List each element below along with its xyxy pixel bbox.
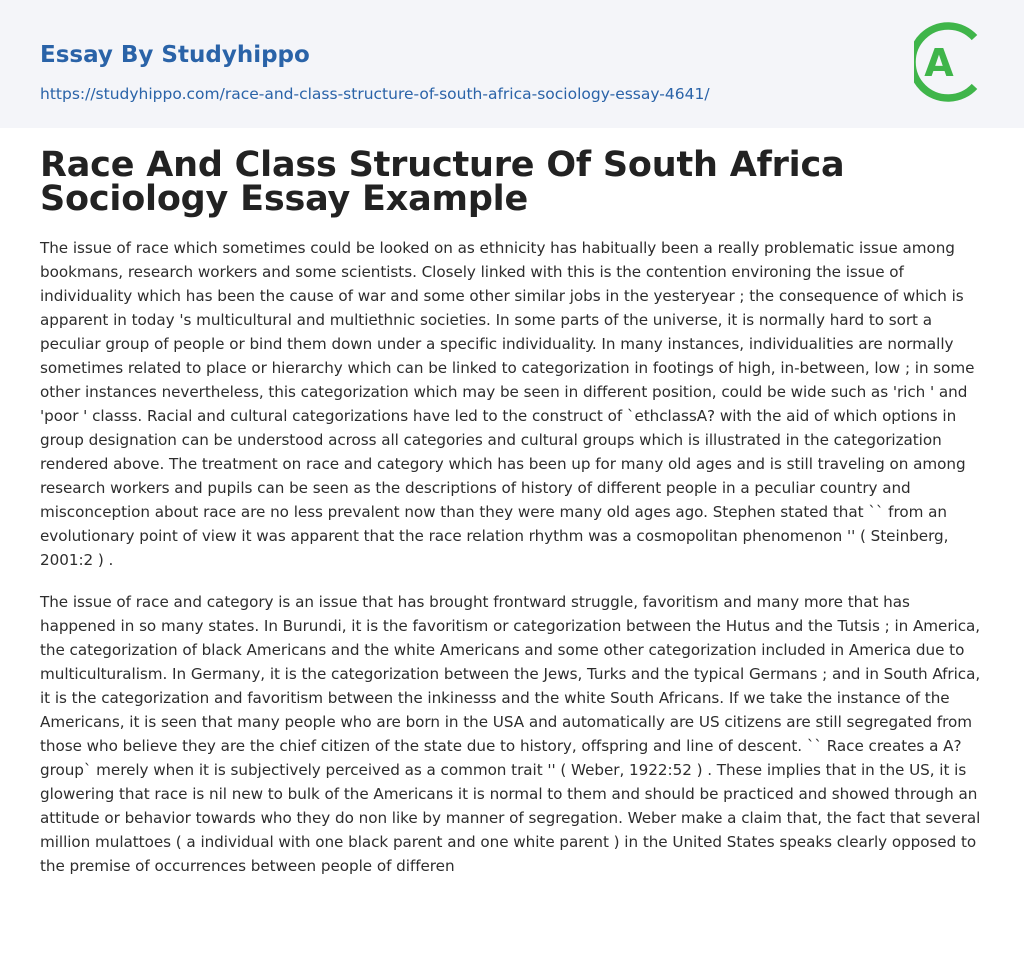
site-brand[interactable]: Essay By Studyhippo xyxy=(40,42,310,68)
source-url-link[interactable]: https://studyhippo.com/race-and-class-structure-of-south-africa-sociology-essay-4641/ xyxy=(40,85,710,103)
logo-letter: A xyxy=(924,41,954,85)
article-body xyxy=(0,145,1024,878)
article-title: Race And Class Structure Of South Africa Sociology Essay Example xyxy=(40,145,845,219)
site-header xyxy=(0,0,1024,128)
site-logo-icon[interactable] xyxy=(914,19,986,105)
article-paragraph-1: The issue of race which sometimes could be looked on as ethnicity has habitually been a really problematic issue among bookmans, research workers and some scientists. Closely linked with this is the contention environing the issue of individuality which has been the cause of war and some other similar jobs in the yesteryear ; the consequence of which is apparent in today 's multicultural and multiethnic societies. In some parts of the universe, it is normally hard to sort a peculiar group of people or bind them down under a specific individuality. In many instances, individualities are normally sometimes related to place or hierarchy which can be linked to categorization in footings of high, in-between, low ; in some other instances nevertheless, this categorization which may be seen in different position, could be wide such as 'rich ' and 'poor ' classs. Racial and cultural categorizations have led to the construct of `ethclassA? with the aid of which options in group designation can be understood across all categories and cultural groups which is illustrated in the categorization rendered above. The treatment on race and category which has been up for many old ages and is still traveling on among research workers and pupils can be seen as the descriptions of history of different people in a peculiar country and misconception about race are no less prevalent now than they were many old ages ago. Stephen stated that `` from an evolutionary point of view it was apparent that the race relation rhythm was a cosmopolitan phenomenon '' ( Steinberg, 2001:2 ) . xyxy=(40,239,975,569)
article-paragraph-2: The issue of race and category is an issue that has brought frontward struggle, favoritism and many more that has happened in so many states. In Burundi, it is the favoritism or categorization between the Hutus and the Tutsis ; in America, the categorization of black Americans and the white Americans and some other categorization included in America due to multiculturalism. In Germany, it is the categorization between the Jews, Turks and the typical Germans ; and in South Africa, it is the categorization and favoritism between the inkinesss and the white South Africans. If we take the instance of the Americans, it is seen that many people who are born in the USA and automatically are US citizens are still segregated from those who believe they are the chief citizen of the state due to history, offspring and line of descent. `` Race creates a A?group` merely when it is subjectively perceived as a common trait '' ( Weber, 1922:52 ) . These implies that in the US, it is glowering that race is nil new to bulk of the Americans it is normal to them and should be practiced and showed through an attitude or behavior towards who they do non like by manner of segregation. Weber make a claim that, the fact that several million mulattoes ( a individual with one black parent and one white parent ) in the United States speaks clearly opposed to the premise of occurrences between people of differen xyxy=(40,593,981,875)
